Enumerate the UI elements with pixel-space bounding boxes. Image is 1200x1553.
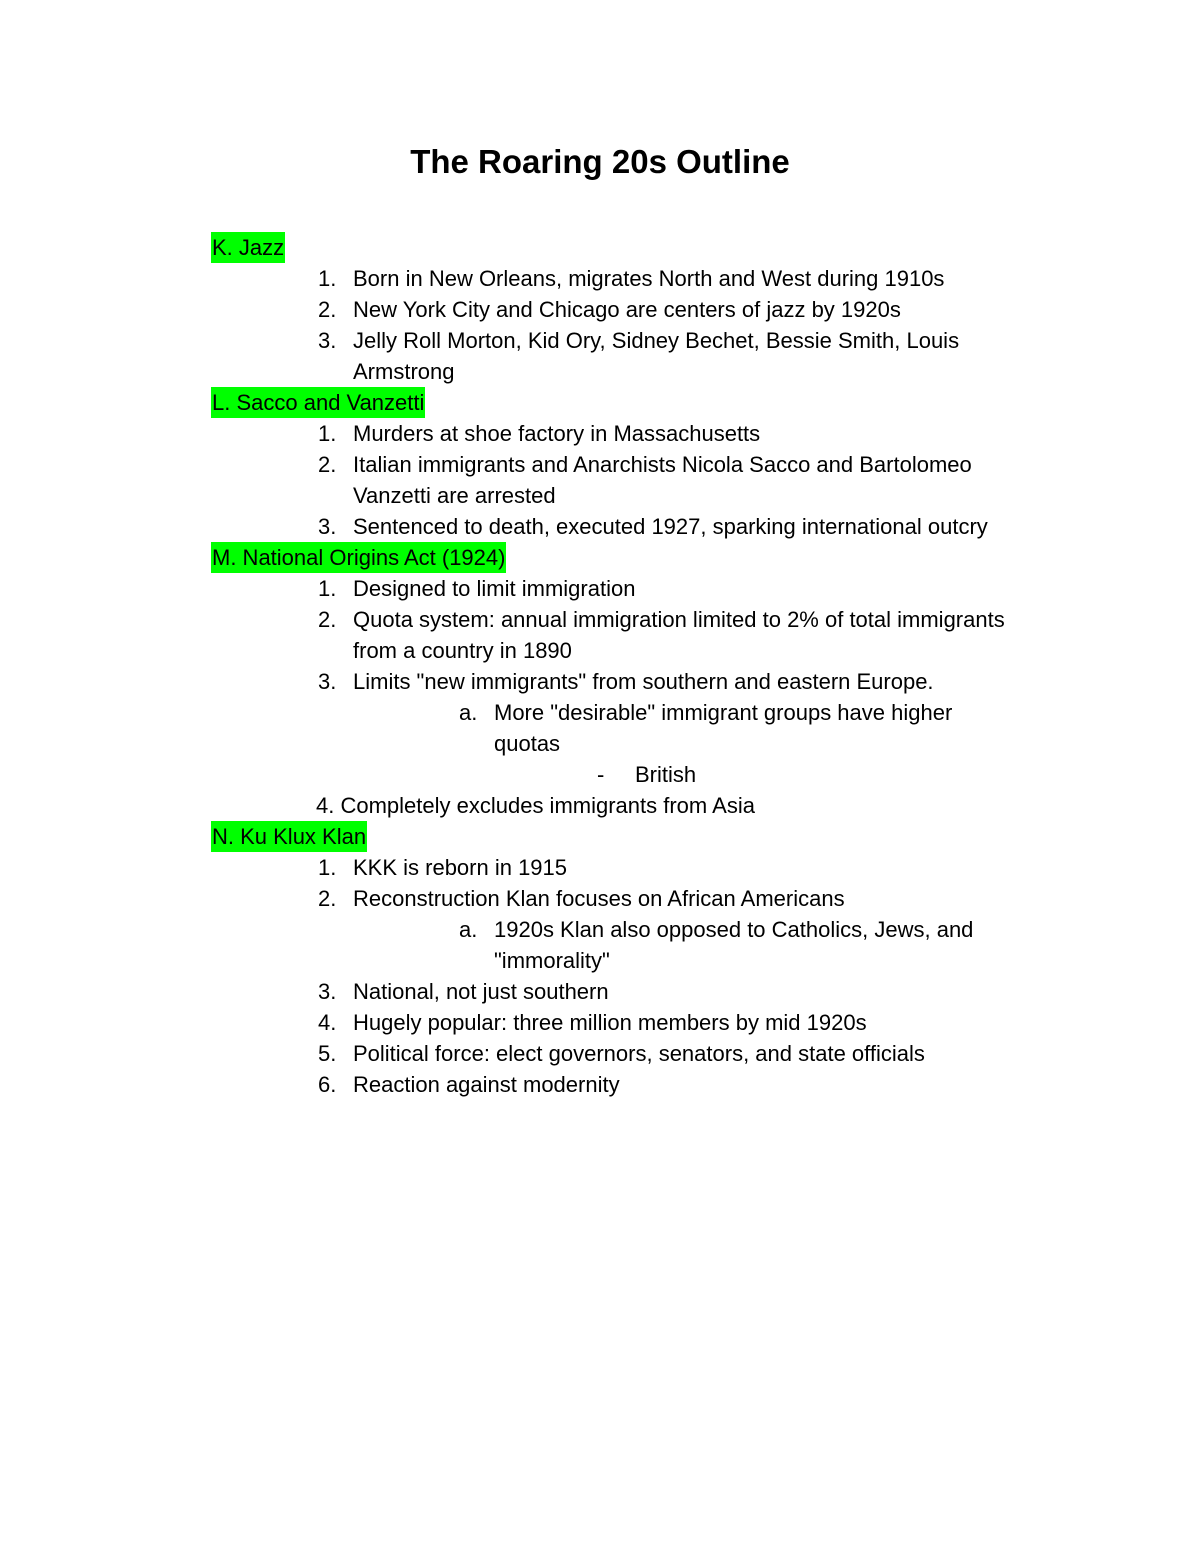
section-heading-ku-klux-klan bbox=[0, 821, 1200, 852]
list-item-text: Reaction against modernity bbox=[353, 1072, 620, 1097]
list-item bbox=[0, 1069, 1200, 1100]
list-item-continuation bbox=[0, 480, 1200, 511]
list-item-text: British bbox=[635, 762, 697, 787]
list-item-text: from a country in 1890 bbox=[353, 638, 572, 663]
list-item-text: Armstrong bbox=[353, 359, 455, 384]
section-heading-label: N. Ku Klux Klan bbox=[211, 821, 367, 852]
sub-list-item-continuation bbox=[0, 945, 1200, 976]
section-heading-sacco-vanzetti bbox=[0, 387, 1200, 418]
list-item bbox=[0, 294, 1200, 325]
list-marker: a. bbox=[459, 917, 478, 942]
list-item-text: Murders at shoe factory in Massachusetts bbox=[353, 421, 761, 446]
list-item-text: Political force: elect governors, senators, and state officials bbox=[353, 1041, 925, 1066]
list-marker: 1. bbox=[318, 855, 337, 880]
list-item bbox=[0, 449, 1200, 480]
list-marker: 2. bbox=[318, 452, 337, 477]
list-item-text: KKK is reborn in 1915 bbox=[353, 855, 568, 880]
list-marker: 6. bbox=[318, 1072, 337, 1097]
list-item bbox=[0, 976, 1200, 1007]
section-heading-national-origins-act bbox=[0, 542, 1200, 573]
outline bbox=[0, 232, 1200, 1100]
bullet-item bbox=[0, 759, 1200, 790]
list-item bbox=[0, 1007, 1200, 1038]
list-item bbox=[0, 325, 1200, 356]
list-item-text: Reconstruction Klan focuses on African Americans bbox=[353, 886, 845, 911]
list-item bbox=[0, 263, 1200, 294]
list-item-text: Jelly Roll Morton, Kid Ory, Sidney Bechet, Bessie Smith, Louis bbox=[353, 328, 960, 353]
list-item-text: quotas bbox=[494, 731, 561, 756]
list-item-text: Limits "new immigrants" from southern and eastern Europe. bbox=[353, 669, 934, 694]
list-item bbox=[0, 1038, 1200, 1069]
list-item-text: Born in New Orleans, migrates North and West during 1910s bbox=[353, 266, 945, 291]
list-item-text: Designed to limit immigration bbox=[353, 576, 636, 601]
dash-marker: - bbox=[597, 762, 605, 787]
list-item-text: Italian immigrants and Anarchists Nicola Sacco and Bartolomeo bbox=[353, 452, 972, 477]
list-item bbox=[0, 852, 1200, 883]
list-item bbox=[0, 511, 1200, 542]
list-marker: 1. bbox=[318, 421, 337, 446]
list-item-continuation bbox=[0, 356, 1200, 387]
list-marker: 3. bbox=[318, 979, 337, 1004]
list-marker: 1. bbox=[318, 576, 337, 601]
list-item-text: Vanzetti are arrested bbox=[353, 483, 556, 508]
list-marker: 3. bbox=[318, 328, 337, 353]
list-marker: 2. bbox=[318, 886, 337, 911]
list-item bbox=[0, 573, 1200, 604]
list-item-text: National, not just southern bbox=[353, 979, 609, 1004]
sub-list-item bbox=[0, 697, 1200, 728]
page-title: The Roaring 20s Outline bbox=[410, 143, 790, 180]
list-item bbox=[0, 666, 1200, 697]
list-marker: 2. bbox=[318, 607, 337, 632]
list-marker: 5. bbox=[318, 1041, 337, 1066]
sub-list-item bbox=[0, 914, 1200, 945]
list-item bbox=[0, 790, 1200, 821]
sub-list-item-continuation bbox=[0, 728, 1200, 759]
list-marker: 1. bbox=[318, 266, 337, 291]
list-item-text: 4. Completely excludes immigrants from Asia bbox=[316, 793, 755, 818]
list-marker: a. bbox=[459, 700, 478, 725]
list-item-text: 1920s Klan also opposed to Catholics, Jews, and bbox=[494, 917, 974, 942]
section-heading-jazz bbox=[0, 232, 1200, 263]
list-marker: 4. bbox=[318, 1010, 337, 1035]
list-marker: 3. bbox=[318, 514, 337, 539]
section-heading-label: L. Sacco and Vanzetti bbox=[211, 387, 425, 418]
list-item bbox=[0, 883, 1200, 914]
list-marker: 3. bbox=[318, 669, 337, 694]
list-item bbox=[0, 418, 1200, 449]
section-heading-label: K. Jazz bbox=[211, 232, 285, 263]
section-heading-label: M. National Origins Act (1924) bbox=[211, 542, 506, 573]
list-item bbox=[0, 604, 1200, 635]
list-item-continuation bbox=[0, 635, 1200, 666]
list-item-text: Quota system: annual immigration limited to 2% of total immigrants bbox=[353, 607, 1005, 632]
list-item-text: "immorality" bbox=[494, 948, 610, 973]
list-item-text: New York City and Chicago are centers of jazz by 1920s bbox=[353, 297, 901, 322]
list-item-text: Hugely popular: three million members by mid 1920s bbox=[353, 1010, 867, 1035]
list-marker: 2. bbox=[318, 297, 337, 322]
list-item-text: Sentenced to death, executed 1927, sparking international outcry bbox=[353, 514, 988, 539]
list-item-text: More "desirable" immigrant groups have higher bbox=[494, 700, 953, 725]
